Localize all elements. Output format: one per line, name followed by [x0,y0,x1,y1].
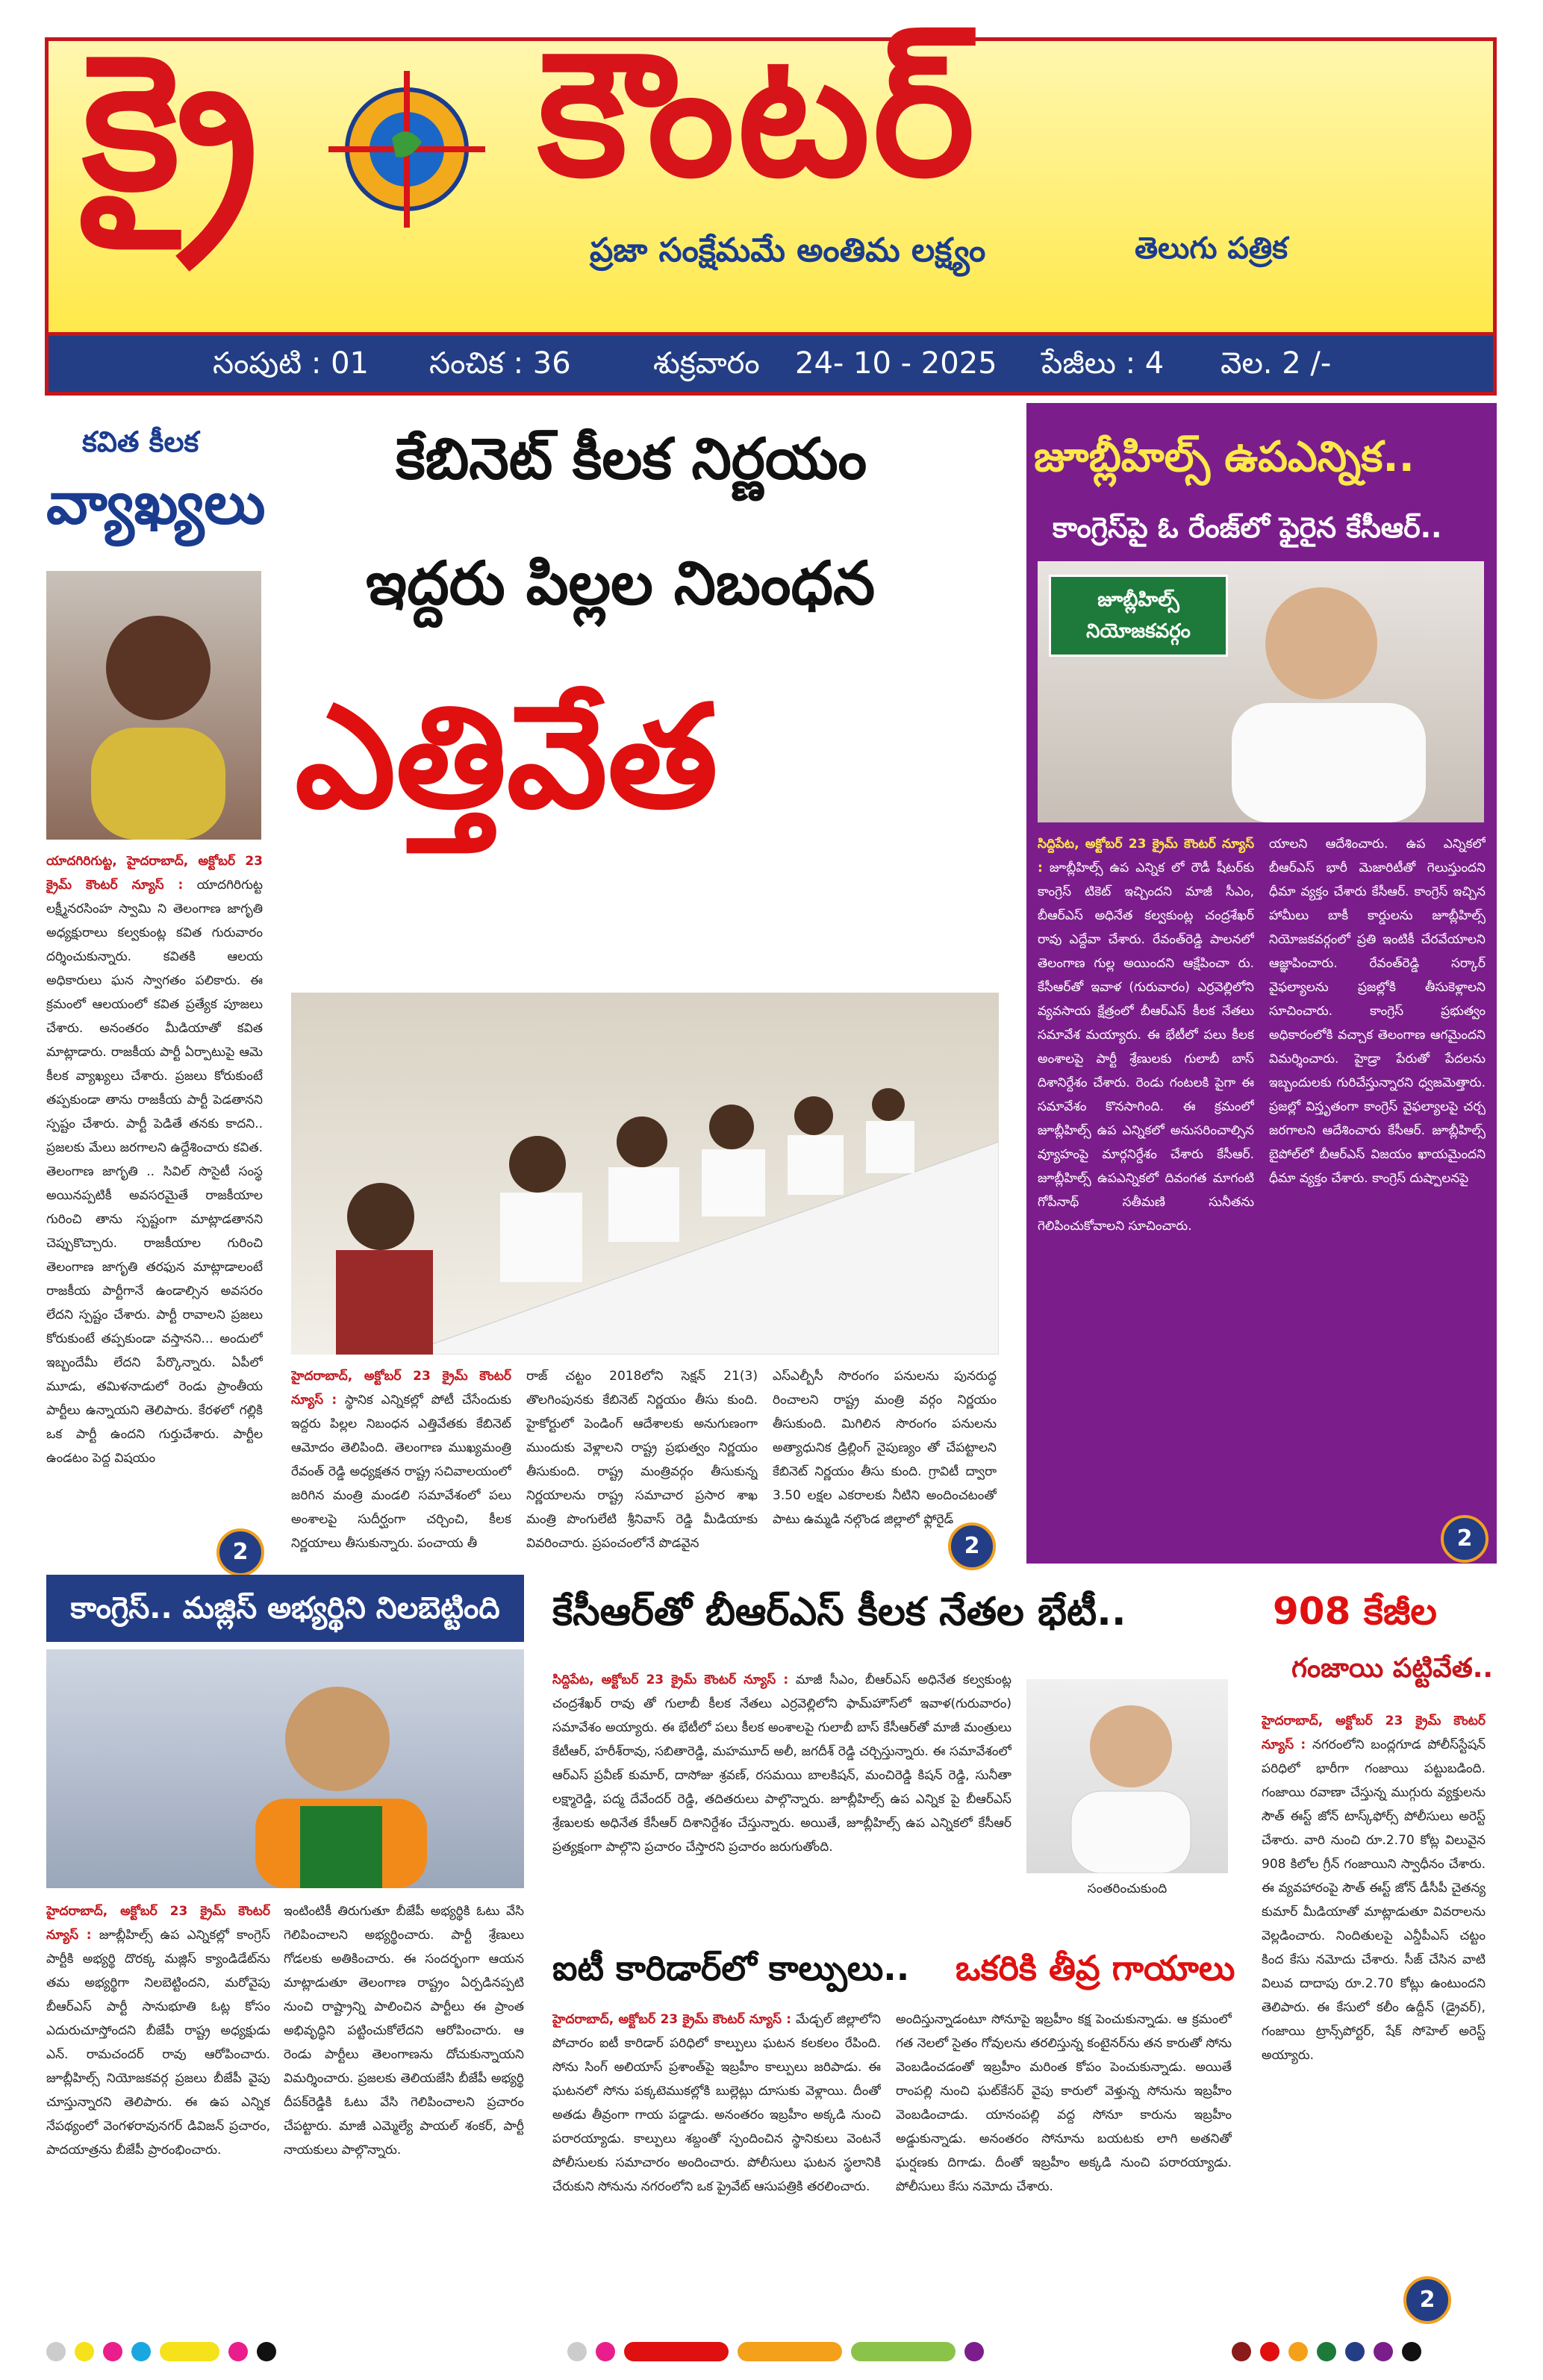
right-story-dateline: సిద్దిపేట, అక్టోబర్ 23 క్రైమ్ కౌంటర్ న్యూస్ : [1038,837,1254,875]
color-registration-bar [160,2342,219,2361]
left-story-body: యాదగిరిగుట్ట లక్ష్మీనరసింహ స్వామి ని తెలంగాణ జాగృతి అధ్యక్షురాలు కల్వకుంట్ల కవిత గురువారం దర్శించుకున్నారు. కవితకి ఆలయ అధికారులు ఘన స్వాగతం పలికారు. ఈ క్రమంలో ఆలయంలో కవిత ప్రత్యేక పూజలు చేశారు. అనంతరం మీడియాతో కవిత మాట్లాడారు. రాజకీయ పార్టీ ఏర్పాటుపై ఆమె కీలక వ్యాఖ్యలు చేశారు. ప్రజలు కోరుకుంటే తప్పకుండా తాను రాజకీయ పార్టీ పెడతానని స్పష్టం చేశారు. పార్టీ పెడితే తనకు కాదని.. ప్రజలకు మేలు జరగాలని ఉద్దేశించారు కవిత. తెలంగాణ జాగృతి .. సివిల్ సొసైటీ సంస్థ అయినప్పటికీ అవసరమైతే రాజకీయాల గురించి తాను స్పష్టంగా మాట్లాడతానని చెప్పుకొచ్చారు. రాజకీయాల గురించి తెలంగాణ జాగృతి తరఫున మాట్లాడాలంటే రాజకీయ పార్టీగానే ఉండాల్సిన అవసరం లేదని స్పష్టం చేశారు. పార్టీ రావాలని ప్రజలు కోరుకుంటే తప్పకుండా వస్తానని... అందులో ఇబ్బందేమీ లేదని పేర్కొన్నారు. ఏపీలో మూడు, తమిళనాడులో రెండు ప్రాంతీయ పార్టీలు ఉన్నాయని తెలిపారు. కేరళలో గల్లికి ఒక పార్టీ ఉందని గుర్తుచేశారు. పార్టీల ఉండటం పెద్ద విషయం [46,878,263,1466]
congress-col-1: జూబ్లీహిల్స్ ఉప ఎన్నికల్లో కాంగ్రెస్ పార్టీకి అభ్యర్థి దొరక్క మజ్లిస్ క్యాండిడేట్‌ను తమ అభ్యర్థిగా నిలబెట్టిందని, మరోవైపు బీఆర్ఎస్ పార్టీ సానుభూతి ఓట్ల కోసం ఎదురుచూస్తోందని బీజేపీ రాష్ట్ర అధ్యక్షుడు ఎన్. రామచందర్ రావు ఆరోపించారు. జూబ్లీహిల్స్ నియోజకవర్గ ప్రజలు బీజేపీ వైపు చూస్తున్నారని తెలిపారు. ఈ ఉప ఎన్నిక నేపథ్యంలో వెంగళరావునగర్ డివిజన్ ప్రచారం, పాదయాత్రను బీజేపీ ప్రారంభించారు. [46,1928,270,2158]
page-badge: 2 [1441,1515,1489,1563]
color-registration-dot [1260,2342,1279,2361]
right-story-col-2: యాలని ఆదేశించారు. ఉప ఎన్నికలో బీఆర్ఎస్ భారీ మెజారిటీతో గెలుస్తుందని ధీమా వ్యక్తం చేశారు కేసీఆర్. కాంగ్రెస్ ఇచ్చిన హామీలు బాకీ కార్డులను జూబ్లీహిల్స్ నియోజకవర్గంలో ప్రతి ఇంటికీ చేరవేయాలని ఆజ్ఞాపించారు. రేవంత్‌రెడ్డి సర్కార్ వైఫల్యాలను ప్రజల్లోకి తీసుకెళ్లాలని సూచించారు. కాంగ్రెస్ ప్రభుత్వం అధికారంలోకి వచ్చాక తెలంగాణ ఆగమైందని విమర్శించారు. హైడ్రా పేరుతో పేదలను ఇబ్బందులకు గురిచేస్తున్నారని ధ్వజమెత్తారు. ప్రజల్లో విస్తృతంగా కాంగ్రెస్ వైఫల్యాలపై చర్చ జరగాలని ఆదేశించారు కేసీఆర్. జూబ్లీహిల్స్ బైపోల్‌లో బీఆర్ఎస్ విజయం ఖాయమైందని ధీమా వ్యక్తం చేశారు. కాంగ్రెస్ దుష్పాలనపై [1269,837,1486,1186]
page-badge: 2 [216,1528,264,1576]
volume-label: సంపుటి : 01 [213,346,369,381]
congress-headline: కాంగ్రెస్.. మజ్లిస్ అభ్యర్థిని నిలబెట్టింది [46,1575,524,1642]
congress-col-2: ఇంటింటికీ తిరుగుతూ బీజేపీ అభ్యర్థికి ఓటు వేసి గెలిపించాలని అభ్యర్థించారు. పార్టీ శ్రేణులు గోడలకు అతికించారు. ఈ సందర్భంగా ఆయన మాట్లాడుతూ తెలంగాణ రాష్ట్రం ఏర్పడినప్పటి నుంచి రాష్ట్రాన్ని పాలించిన పార్టీలు ఈ ప్రాంత అభివృద్ధిని పట్టించుకోలేదని ఆరోపించారు. ఆ రెండు పార్టీలు తెలంగాణను దోచుకున్నాయని విమర్శించారు. ప్రజలకు తెలియజేసి బీజేపీ అభ్యర్థి దీపక్‌రెడ్డికి ఓటు వేసి గెలిపించాలని ప్రచారం చేపట్టారు. మాజీ ఎమ్మెల్యే పాయల్ శంకర్, పార్టీ నాయకులు పాల్గొన్నారు. [284,1904,524,2158]
color-registration-dot [1288,2342,1308,2361]
person-silhouette-icon [46,1649,524,1888]
color-registration-dot [228,2342,248,2361]
lead-col-1: స్థానిక ఎన్నికల్లో పోటీ చేసేందుకు ఇద్దరు పిల్లల నిబంధన ఎత్తివేతకు కేబినెట్ ఆమోదం తెలిపింది. తెలంగాణ ముఖ్యమంత్రి రేవంత్ రెడ్డి అధ్యక్షతన రాష్ట్ర సచివాలయంలో జరిగిన మంత్రి మండలి సమావేశంలో పలు అంశాలపై సుదీర్ఘంగా చర్చించి, కీలక నిర్ణయాలు తీసుకున్నారు. పంచాయ తీ [291,1393,511,1551]
lead-col-3: ఎస్ఎల్బీసీ సొరంగం పనులను పునరుద్ధ రించాలని రాష్ట్ర మంత్రి వర్గం నిర్ణయం తీసుకుంది. మిగిలిన సొరంగం పనులను అత్యాధునిక డ్రిల్లింగ్ నైపుణ్యం తో చేపట్టాలని కేబినెట్ నిర్ణయం తీసు కుంది. గ్రావిటీ ద్వారా 3.50 లక్షల ఎకరాలకు నీటిని అందించటంతో పాటు ఉమ్మడి నల్గొండ జిల్లాలో ఫ్లోరైడ్ [773,1369,997,1527]
color-registration-dot [1402,2342,1421,2361]
kcr-meeting-headline: కేసీఆర్‌తో బీఆర్ఎస్ కీలక నేతల భేటీ.. [552,1590,1126,1634]
left-story-dateline: యాదగిరిగుట్ట, హైదరాబాద్, అక్టోబర్ 23 క్రైమ్ కౌంటర్ న్యూస్ : [46,854,263,893]
lead-headline-1: కేబినెట్ కీలక నిర్ణయం [396,425,867,492]
color-registration-bar [738,2342,842,2361]
masthead-title-right: కౌంటర్ [537,16,978,215]
right-story-subhead: కాంగ్రెస్‌పై ఓ రేంజ్‌లో ఫైరైన కేసీఆర్.. [1053,511,1442,544]
person-silhouette-icon [1026,1679,1228,1873]
lead-col-2: రాజ్ చట్టం 2018లోని సెక్షన్ 21(3) తొలగింపునకు కేబినెట్ నిర్ణయం తీసు కుంది. హైకోర్టులో పెండింగ్ ఆదేశాలకు అనుగుణంగా ముందుకు వెళ్లాలని రాష్ట్ర ప్రభుత్వం నిర్ణయం తీసుకుంది. రాష్ట్ర మంత్రివర్గం తీసుకున్న నిర్ణయాలను రాష్ట్ర సమాచార ప్రసార శాఖ మంత్రి పొంగులేటి శ్రీనివాస్ రెడ్డి మీడియాకు వివరించారు. ప్రపంచంలోనే పొడవైన [526,1369,758,1551]
lead-dateline: హైదరాబాద్, అక్టోబర్ 23 క్రైమ్ కౌంటర్ న్యూస్ : [291,1369,511,1408]
issue-info-bar [45,336,1497,396]
page-badge: 2 [948,1522,996,1570]
left-story-headline: వ్యాఖ్యలు [46,470,266,537]
compass-globe-logo-icon [328,71,485,228]
ganja-headline-2: గంజాయి పట్టివేత.. [1291,1653,1494,1684]
lead-headline-2: ఇద్దరు పిల్లల నిబంధన [366,549,876,618]
color-registration-dot [964,2342,984,2361]
sign-line-2: నియోజకవర్గం [1086,620,1191,643]
masthead-paper-type: తెలుగు పత్రిక [1135,231,1288,266]
date-label: 24- 10 - 2025 [795,346,997,381]
it-dateline: హైదరాబాద్, అక్టోబర్ 23 క్రైమ్ కౌంటర్ న్యూస్ : [552,2012,792,2027]
bjp-leader-photo [46,1649,524,1888]
day-label: శుక్రవారం [653,346,760,381]
kavitha-photo [46,571,261,840]
it-col-2: అందిస్తున్నాడంటూ సోనూపై ఇబ్రహీం కక్ష పెంచుకున్నాడు. ఆ క్రమంలో గత నెలలో సైతం గోవులను తరలిస్తున్న కంటైనర్‌ను తన కారుతో సోను వెంబడించడంతో ఇబ్రహీం మరింత కోపం పెంచుకున్నాడు. అయితే రాంపల్లి నుంచి ఘట్‌కేసర్ వైపు కారులో వెళ్తున్న సోనును ఇబ్రహీం వెంబడించాడు. యానంపల్లి వద్ద సోనూ కారును ఇబ్రహీం అడ్డుకున్నాడు. అనంతరం సోనూను బయటకు లాగి అతనితో ఘర్షణకు దిగాడు. దీంతో ఇబ్రహీం అక్కడి నుంచి పరారయ్యాడు. పోలీసులు కేసు నమోదు చేశారు. [896,2012,1232,2194]
ganja-body: నగరంలోని బంద్లగూడ పోలీస్‌స్టేషన్ పరిధిలో భారీగా గంజాయి పట్టుబడింది. గంజాయి రవాణా చేస్తున్న ముగ్గురు వ్యక్తులను సౌత్ ఈస్ట్ జోన్ టాస్క్‌ఫోర్స్ పోలీసులు అరెస్ట్ చేశారు. వారి నుంచి రూ.2.70 కోట్ల విలువైన 908 కిలోల గ్రీన్ గంజాయిని స్వాధీనం చేశారు. ఈ వ్యవహారంపై సౌత్ ఈస్ట్ జోన్ డీసీపీ చైతన్య కుమార్ మీడియాతో మాట్లాడుతూ వివరాలను వెల్లడించారు. నిందితులపై ఎన్డీపీఎస్ చట్టం కింద కేసు నమోదు చేశారు. సీజ్ చేసిన వాటి విలువ దాదాపు రూ.2.70 కోట్లు ఉంటుందని తెలిపారు. ఈ కేసులో కలీం ఉద్దీన్ (డ్రైవర్), గంజాయి ట్రాన్స్‌పోర్టర్, షేక్ సోహెల్ అరెస్ట్ అయ్యారు. [1262,1737,1486,2063]
color-registration-dot [257,2342,276,2361]
color-registration-dot [46,2342,66,2361]
ganja-headline-1: 908 కేజీల [1273,1590,1437,1633]
person-silhouette-icon [46,571,261,840]
congress-dateline: హైదరాబాద్, అక్టోబర్ 23 క్రైమ్ కౌంటర్ న్యూస్ : [46,1904,270,1943]
color-registration-dot [1345,2342,1365,2361]
masthead-title-left: క్రై [82,14,258,231]
right-story-col-1: జూబ్లీహిల్స్ ఉప ఎన్నిక లో రౌడీ షీటర్‌కు కాంగ్రెస్ టికెట్ ఇచ్చిందని మాజీ సీఎం, బీఆర్ఎస్ అధినేత కల్వకుంట్ల చంద్రశేఖర్ రావు ఎద్దేవా చేశారు. రేవంత్‌రెడ్డి పాలనలో తెలంగాణ గుల్ల అయిందని ఆక్షేపించా రు. కేసీఆర్‌తో ఇవాళ (గురువారం) ఎర్రవెల్లిలోని వ్యవసాయ క్షేత్రంలో బీఆర్ఎస్ కీలక నేతలు సమావేశ మయ్యారు. ఈ భేటీలో పలు కీలక అంశాలపై పార్టీ శ్రేణులకు గులాబీ బాస్ దిశానిర్దేశం చేశారు. రెండు గంటలకి పైగా ఈ సమావేశం కొనసాగింది. ఈ క్రమంలో జూబ్లీహిల్స్ ఉప ఎన్నికలో అనుసరించాల్సిన వ్యూహంపై మార్గనిర్దేశం చేశారు కేసీఆర్. జూబ్లీహిల్స్ ఉపఎన్నికలో దివంగత మాగంటి గోపీనాథ్ సతీమణి సునీతను గెలిపించుకోవాలని సూచించారు. [1038,861,1254,1234]
cabinet-meeting-photo [291,993,999,1355]
right-story-headline: జూబ్లీహిల్స్ ఉపఎన్నిక.. [1034,433,1415,481]
color-registration-dot [131,2342,151,2361]
it-headline-1: ఐటీ కారిడార్‌లో కాల్పులు.. [552,1948,910,1988]
lead-headline-3: ఎత్తివేత [295,675,718,840]
color-registration-bar [851,2342,956,2361]
kcr-meeting-body: మాజీ సీఎం, బీఆర్ఎస్ అధినేత కల్వకుంట్ల చంద్రశేఖర్ రావు తో గులాబీ కీలక నేతలు ఎర్రవెల్లిలోని ఫామ్‌హౌస్‌లో ఇవాళ(గురువారం) సమావేశం అయ్యారు. ఈ భేటీలో పలు కీలక అంశాలపై గులాబీ బాస్ కేసీఆర్‌తో మాజీ మంత్రులు కేటీఆర్, హరీశ్‌రావు, సబితారెడ్డి, మహమూద్ అలీ, జగదీశ్ రెడ్డి చర్చిస్తున్నారు. ఈ సమావేశంలో ఆర్ఎస్ ప్రవీణ్ కుమార్, దాసోజు శ్రవణ్, రసమయి బాలకిషన్, మంచిరెడ్డి కిషన్ రెడ్డి, సునీతా లక్ష్మారెడ్డి, పద్మ దేవేందర్ రెడ్డి, తదితరులు పాల్గొన్నారు. జూబ్లీహిల్స్ ఉప ఎన్నిక పై బీఆర్ఎస్ శ్రేణులకు అధినేత కేసీఆర్ దిశానిర్దేశం చేస్తున్నారు. అయితే, జూబ్లీహిల్స్ ఉప ఎన్నికలో కేసీఆర్ ప్రత్యక్షంగా పాల్గొని ప్రచారం చేస్తారని ప్రచారం జరుగుతోంది. [552,1672,1011,1855]
color-registration-dot [75,2342,94,2361]
color-registration-bar [624,2342,729,2361]
color-registration-dot [1374,2342,1393,2361]
left-story-kicker: కవిత కీలక [82,425,199,458]
price-label: వెల. 2 /- [1221,346,1332,381]
color-registration-dot [1232,2342,1251,2361]
issue-label: సంచిక : 36 [429,346,571,381]
color-registration-dot [567,2342,587,2361]
kcr-photo-caption: సంతరించుకుంది [1087,1881,1168,1896]
color-registration-dot [103,2342,122,2361]
color-registration-dot [596,2342,615,2361]
color-registration-dot [1317,2342,1336,2361]
page-badge: 2 [1403,2276,1451,2324]
kcr-meeting-dateline: సిద్దిపేట, అక్టోబర్ 23 క్రైమ్ కౌంటర్ న్యూస్ : [552,1672,789,1687]
sign-line-1: జూబ్లీహిల్స్ [1097,589,1179,611]
pages-label: పేజీలు : 4 [1041,346,1165,381]
constituency-sign [1049,575,1228,657]
it-col-1: మేడ్చల్ జిల్లాలోని పోచారం ఐటీ కారిడార్ పరిధిలో కాల్పులు ఘటన కలకలం రేపింది. సోను సింగ్ అలియాస్ ప్రశాంత్‌పై ఇబ్రహీం కాల్పులు జరిపాడు. ఈ ఘటనలో సోను పక్కటెముకల్లోకి బుల్లెట్లు దూసుకు వెళ్లాయి. దీంతో అతడు తీవ్రంగా గాయ పడ్డాడు. అనంతరం ఇబ్రహీం అక్కడి నుంచి పరారయ్యాడు. కాల్పులు శబ్దంతో స్పందించిన స్థానికులు వెంటనే పోలీసులకు సమాచారం అందించారు. పోలీసులు ఘటన స్థలానికి చేరుకుని సోనును నగరంలోని ఒక ప్రైవేట్ ఆసుపత్రికి తరలించారు. [552,2012,881,2194]
masthead-tagline: ప్రజా సంక్షేమమే అంతిమ లక్ష్యం [590,231,986,269]
ganja-dateline: హైదరాబాద్, అక్టోబర్ 23 క్రైమ్ కౌంటర్ న్యూస్ : [1262,1714,1486,1752]
it-headline-2: ఒకరికి తీవ్ర గాయాలు [956,1948,1235,1988]
kcr-portrait-photo [1026,1679,1228,1873]
meeting-table-icon [291,993,999,1355]
